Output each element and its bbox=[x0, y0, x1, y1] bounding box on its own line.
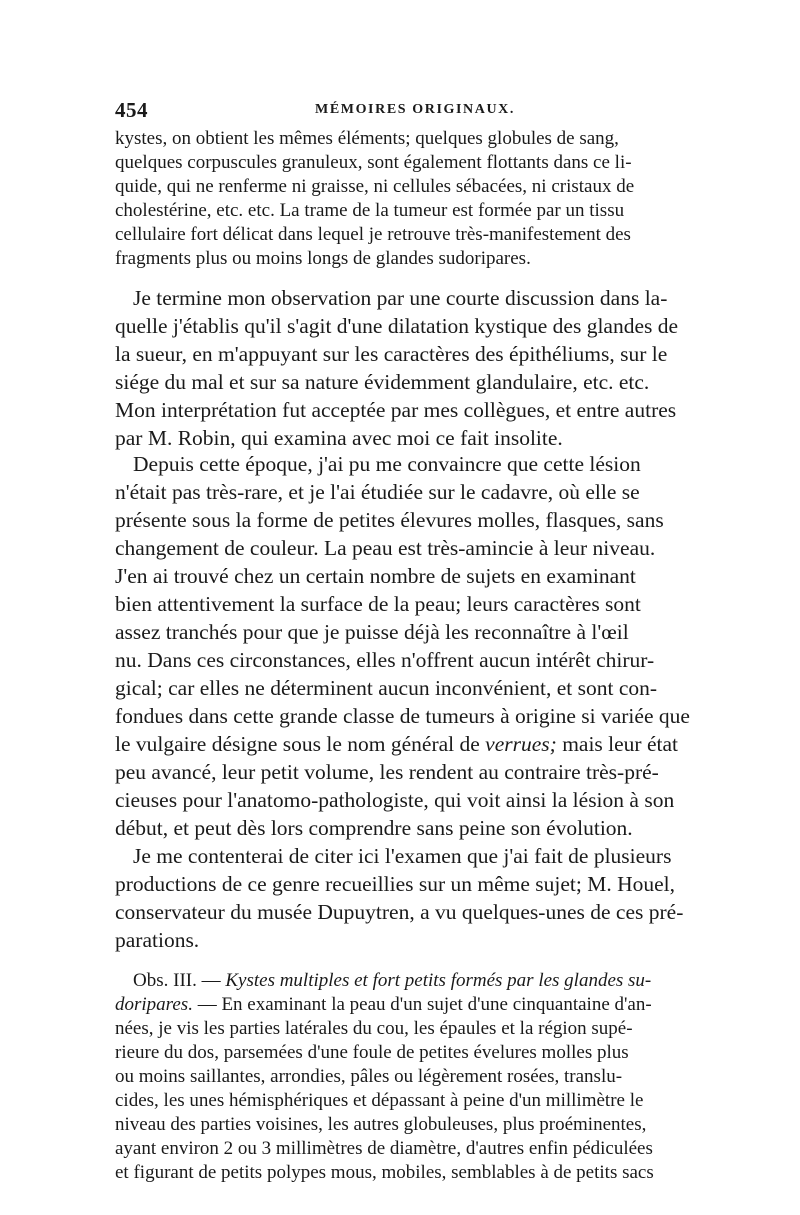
observation-title-end: doripares. bbox=[115, 994, 193, 1015]
text-line: cholestérine, etc. etc. La trame de la tumeur est formée par un tissu bbox=[115, 200, 625, 221]
text-line: cides, les unes hémisphériques et dépassant à peine d'un millimètre le bbox=[115, 1090, 644, 1111]
text-line: gical; car elles ne déterminent aucun inconvénient, et sont con- bbox=[115, 676, 658, 700]
text-line: Je me contenterai de citer ici l'examen que j'ai fait de plusieurs bbox=[133, 844, 672, 868]
text-line: peu avancé, leur petit volume, les rendent au contraire très-pré- bbox=[115, 760, 659, 784]
text-line: Je termine mon observation par une courte discussion dans la- bbox=[133, 286, 668, 310]
text-line: rieure du dos, parsemées d'une foule de petites évelures molles plus bbox=[115, 1042, 629, 1063]
observation-heading bbox=[133, 970, 651, 992]
text-line: niveau des parties voisines, les autres globuleuses, plus proéminentes, bbox=[115, 1114, 647, 1135]
text-line: la sueur, en m'appuyant sur les caractères des épithéliums, sur le bbox=[115, 342, 668, 366]
text-line bbox=[115, 732, 678, 757]
text-line: siége du mal et sur sa nature évidemment glandulaire, etc. etc. bbox=[115, 370, 650, 394]
text-line: productions de ce genre recueillies sur un même sujet; M. Houel, bbox=[115, 872, 676, 896]
text-line: ayant environ 2 ou 3 millimètres de diamètre, d'autres enfin pédiculées bbox=[115, 1138, 653, 1159]
italic-term: verrues; bbox=[485, 732, 557, 756]
text-line: par M. Robin, qui examina avec moi ce fait insolite. bbox=[115, 426, 563, 450]
text-span: le vulgaire désigne sous le nom général de bbox=[115, 732, 486, 756]
text-line: J'en ai trouvé chez un certain nombre de sujets en examinant bbox=[115, 564, 636, 588]
page-header bbox=[115, 98, 687, 124]
text-line: nées, je vis les parties latérales du cou, les épaules et la région supé- bbox=[115, 1018, 633, 1039]
text-line: ou moins saillantes, arrondies, pâles ou légèrement rosées, translu- bbox=[115, 1066, 623, 1087]
text-span: — En examinant la peau d'un sujet d'une cinquantaine d'an- bbox=[192, 994, 652, 1015]
page-number: 454 bbox=[115, 98, 148, 122]
text-line: Mon interprétation fut acceptée par mes collègues, et entre autres bbox=[115, 398, 677, 422]
text-line: présente sous la forme de petites élevures molles, flasques, sans bbox=[115, 508, 664, 532]
text-line bbox=[115, 994, 652, 1016]
text-line: cieuses pour l'anatomo-pathologiste, qui voit ainsi la lésion à son bbox=[115, 788, 675, 812]
text-line: fondues dans cette grande classe de tumeurs à origine si variée que bbox=[115, 704, 690, 728]
text-line: et figurant de petits polypes mous, mobiles, semblables à de petits sacs bbox=[115, 1162, 654, 1183]
text-line: bien attentivement la surface de la peau; leurs caractères sont bbox=[115, 592, 641, 616]
text-line: quide, qui ne renferme ni graisse, ni cellules sébacées, ni cristaux de bbox=[115, 176, 635, 197]
text-line: Depuis cette époque, j'ai pu me convaincre que cette lésion bbox=[133, 452, 641, 476]
text-line: fragments plus ou moins longs de glandes sudoripares. bbox=[115, 248, 531, 269]
text-line: assez tranchés pour que je puisse déjà les reconnaître à l'œil bbox=[115, 620, 629, 644]
text-line: n'était pas très-rare, et je l'ai étudiée sur le cadavre, où elle se bbox=[115, 480, 640, 504]
text-line: conservateur du musée Dupuytren, a vu quelques-unes de ces pré- bbox=[115, 900, 684, 924]
text-line: parations. bbox=[115, 928, 200, 952]
text-line: cellulaire fort délicat dans lequel je retrouve très-manifestement des bbox=[115, 224, 631, 245]
text-line: changement de couleur. La peau est très-amincie à leur niveau. bbox=[115, 536, 656, 560]
running-head: MÉMOIRES ORIGINAUX. bbox=[315, 102, 515, 117]
observation-title: Kystes multiples et fort petits formés par les glandes su- bbox=[225, 970, 652, 991]
text-line: kystes, on obtient les mêmes éléments; quelques globules de sang, bbox=[115, 128, 619, 149]
text-line: quelques corpuscules granuleux, sont également flottants dans ce li- bbox=[115, 152, 632, 173]
observation-label: Obs. III. — bbox=[133, 970, 226, 991]
text-line: nu. Dans ces circonstances, elles n'offrent aucun intérêt chirur- bbox=[115, 648, 655, 672]
text-line: quelle j'établis qu'il s'agit d'une dilatation kystique des glandes de bbox=[115, 314, 679, 338]
text-line: début, et peut dès lors comprendre sans peine son évolution. bbox=[115, 816, 633, 840]
text-span: mais leur état bbox=[556, 732, 679, 756]
